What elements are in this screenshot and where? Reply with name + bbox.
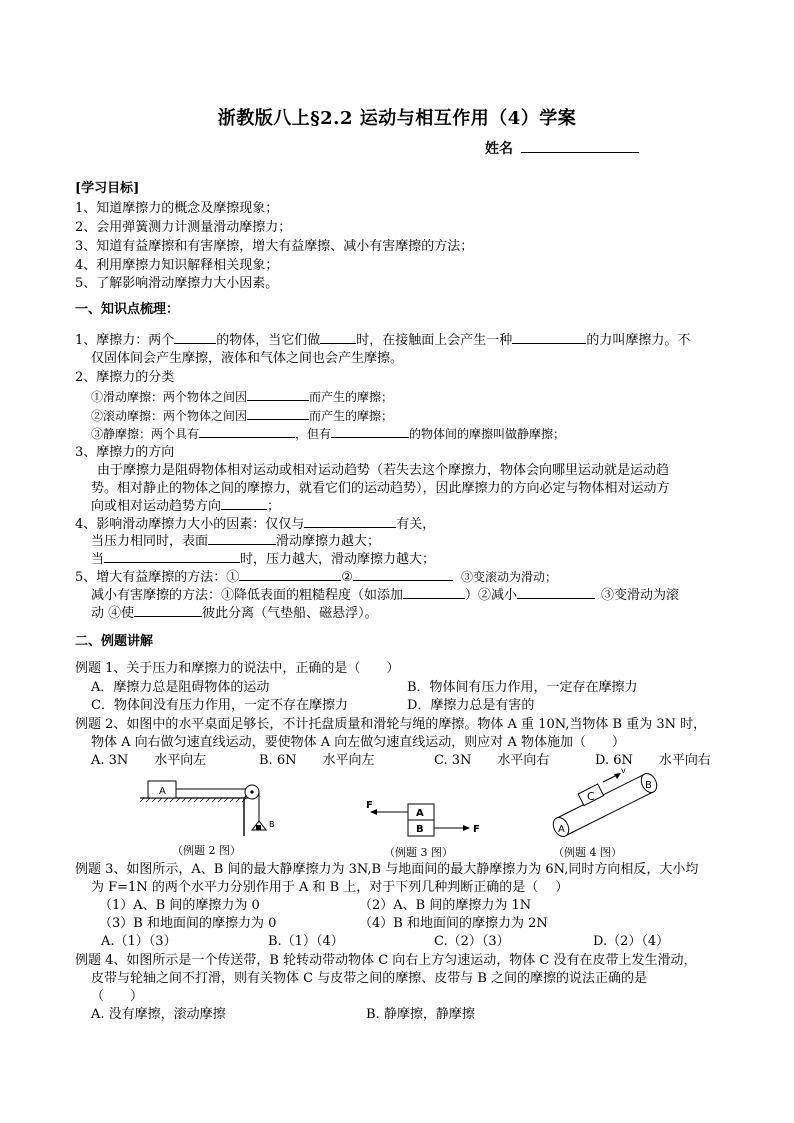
example2-question-line2: 物体 A 向右做匀速直线运动，要使物体 A 向左做匀速直线运动，则应对 A 物体施加（ ） xyxy=(91,735,625,750)
q3-heading: 3、摩擦力的方向 xyxy=(75,445,175,460)
objective-item: 4、利用摩擦力知识解释相关现象； xyxy=(75,258,279,273)
blank-field[interactable] xyxy=(247,388,309,401)
example1-option-b: B．物体间有压力作用，一定存在摩擦力 xyxy=(407,680,638,695)
example2-figure xyxy=(140,772,280,838)
example3-figure xyxy=(360,800,485,842)
blank-field[interactable] xyxy=(304,515,396,528)
force-label-left: F xyxy=(366,800,373,811)
wheel-a-label: A xyxy=(558,824,565,835)
name-field-row xyxy=(485,138,639,158)
q2-heading: 2、摩擦力的分类 xyxy=(75,370,175,385)
velocity-label: v xyxy=(621,766,626,775)
q4-line2: 当压力相同时，表面 滑动摩擦力越大； xyxy=(91,534,381,549)
example3-option-d: D.（2）（4） xyxy=(593,934,670,949)
example3-statement-2: （2）A、B 间的摩擦力为 1N xyxy=(359,898,532,913)
blank-field[interactable] xyxy=(247,407,309,420)
example1-question: 例题 1、关于压力和摩擦力的说法中，正确的是（ ） xyxy=(75,661,400,676)
example4-question-line3: （ ） xyxy=(91,989,144,1004)
force-label-right: F xyxy=(473,824,480,835)
wheel-b-label: B xyxy=(645,780,652,791)
q4-line1: 4、影响滑动摩擦力大小的因素：仅仅与 有关， xyxy=(75,517,436,532)
q1-line2: 仅固体间会产生摩擦，液体和气体之间也会产生摩擦。 xyxy=(91,351,404,366)
block-a-label: A xyxy=(159,786,166,797)
blank-field[interactable] xyxy=(134,604,202,617)
q3-line3: 向或相对运动趋势方向 ； xyxy=(91,499,281,514)
example3-statement-1: （1）A、B 间的摩擦力为 0 xyxy=(99,898,260,913)
objectives-heading: [学习目标] xyxy=(75,181,140,196)
objective-item: 5、了解影响滑动摩擦力大小因素。 xyxy=(75,276,279,291)
example3-statement-4: （4）B 和地面间的摩擦力为 2N xyxy=(359,916,548,931)
example3-statement-3: （3）B 和地面间的摩擦力为 0 xyxy=(99,916,277,931)
example3-question-line2: 为 F=1N 的两个水平力分别作用于 A 和 B 上，对于下列几种判断正确的是（ ） xyxy=(91,880,569,895)
example3-figure-caption: （例题 3 图） xyxy=(384,846,453,859)
q2-item1: ①滑动摩擦：两个物体之间因 而产生的摩擦； xyxy=(91,390,394,404)
example4-option-a: A. 没有摩擦，滚动摩擦 xyxy=(91,1007,226,1022)
example4-figure xyxy=(545,766,675,840)
blank-field[interactable] xyxy=(221,497,267,510)
example1-option-a: A．摩擦力总是阻碍物体的运动 xyxy=(91,680,270,695)
example3-option-b: B.（1）（4） xyxy=(268,934,344,949)
example2-option-c: C. 3N 水平向右 xyxy=(434,753,550,768)
block-a-label: A xyxy=(416,808,424,819)
example3-option-a: A.（1）（3） xyxy=(101,934,177,949)
blank-field[interactable] xyxy=(239,568,341,581)
q3-line2: 势。相对静止的物体之间的摩擦力，就看它们的运动趋势），因此摩擦力的方向必定与物体相对运动方 xyxy=(91,481,670,496)
q2-item3: ③静摩擦：两个具有 ，但有 的物体间的摩擦叫做静摩擦； xyxy=(91,427,566,441)
q4-line3: 当 时，压力越大，滑动摩擦力越大； xyxy=(91,552,436,567)
example4-question-line2: 皮带与轮轴之间不打滑，则有关物体 C 与皮带之间的摩擦、皮带与 B 之间的摩擦的说法正确的是 xyxy=(91,971,648,986)
force-arrow-right xyxy=(463,825,470,831)
name-blank[interactable] xyxy=(521,138,639,153)
q5-line1: 5、增大有益摩擦的方法：① ② ③变滚动为滑动； xyxy=(75,570,557,585)
blank-field[interactable] xyxy=(174,331,216,344)
blank-field[interactable] xyxy=(353,568,453,581)
tray-b-label: B xyxy=(269,820,275,829)
q5-line2: 减小有害摩擦的方法：①降低表面的粗糙程度（如添加 ）②减小 ③变滑动为滚 xyxy=(91,588,680,603)
example2-option-d: D. 6N 水平向右 xyxy=(595,753,711,768)
q3-line1: 由于摩擦力是阻碍物体相对运动或相对运动趋势（若失去这个摩擦力，物体会向哪里运动就是运动趋 xyxy=(97,463,670,478)
block-c-label: C xyxy=(587,790,595,803)
objective-item: 1、知道摩擦力的概念及摩擦现象； xyxy=(75,201,279,216)
blank-field[interactable] xyxy=(320,331,356,344)
page-title: 浙教版八上§2.2 运动与相互作用（4）学案 xyxy=(217,108,577,129)
name-label: 姓名 xyxy=(485,141,513,157)
objective-item: 3、知道有益摩擦和有害摩擦，增大有益摩擦、减小有害摩擦的方法； xyxy=(75,239,474,254)
blank-field[interactable] xyxy=(199,425,295,438)
example2-question-line1: 例题 2、如图中的水平桌面足够长，不计托盘质量和滑轮与绳的摩擦。物体 A 重 10N,当物体 B 重为 3N 时， xyxy=(75,717,707,732)
blank-field[interactable] xyxy=(403,586,465,599)
example1-option-d: D．摩擦力总是有害的 xyxy=(407,698,535,713)
example2-option-a: A. 3N 水平向左 xyxy=(91,753,207,768)
objective-item: 2、会用弹簧测力计测量滑动摩擦力； xyxy=(75,220,292,235)
example3-question-line1: 例题 3、如图所示，A、B 间的最大静摩擦力为 3N,B 与地面间的最大静摩擦力为 6N,同时方向相反，大小均 xyxy=(75,862,699,877)
blank-field[interactable] xyxy=(331,425,409,438)
q2-item2: ②滚动摩擦：两个物体之间因 而产生的摩擦； xyxy=(91,409,394,423)
blank-field[interactable] xyxy=(104,550,240,563)
example3-option-c: C.（2）（3） xyxy=(434,934,510,949)
example4-figure-caption: （例题 4 图） xyxy=(553,846,622,859)
q1-line1: 1、摩擦力：两个 的物体，当它们做 时，在接触面上会产生一种 的力叫摩擦力。不 xyxy=(75,333,691,348)
q5-line3: 动 ④使 彼此分离（气垫船、磁悬浮）。 xyxy=(91,606,378,621)
example4-option-b: B. 静摩擦，静摩擦 xyxy=(366,1007,475,1022)
example2-option-b: B. 6N 水平向左 xyxy=(259,753,375,768)
blank-field[interactable] xyxy=(517,586,595,599)
blank-field[interactable] xyxy=(208,532,276,545)
blank-field[interactable] xyxy=(512,331,586,344)
section1-heading: 一、知识点梳理： xyxy=(75,302,180,317)
example1-option-c: C．物体间没有压力作用，一定不存在摩擦力 xyxy=(91,698,348,713)
example2-figure-caption: （例题 2 图） xyxy=(172,844,241,857)
section2-heading: 二、例题讲解 xyxy=(75,634,154,649)
block-b-label: B xyxy=(416,824,424,835)
example4-question-line1: 例题 4、如图所示是一个传送带，B 轮转动带动物体 C 向右上方匀速运动，物体 C 没有在皮带上发生滑动， xyxy=(75,953,697,968)
